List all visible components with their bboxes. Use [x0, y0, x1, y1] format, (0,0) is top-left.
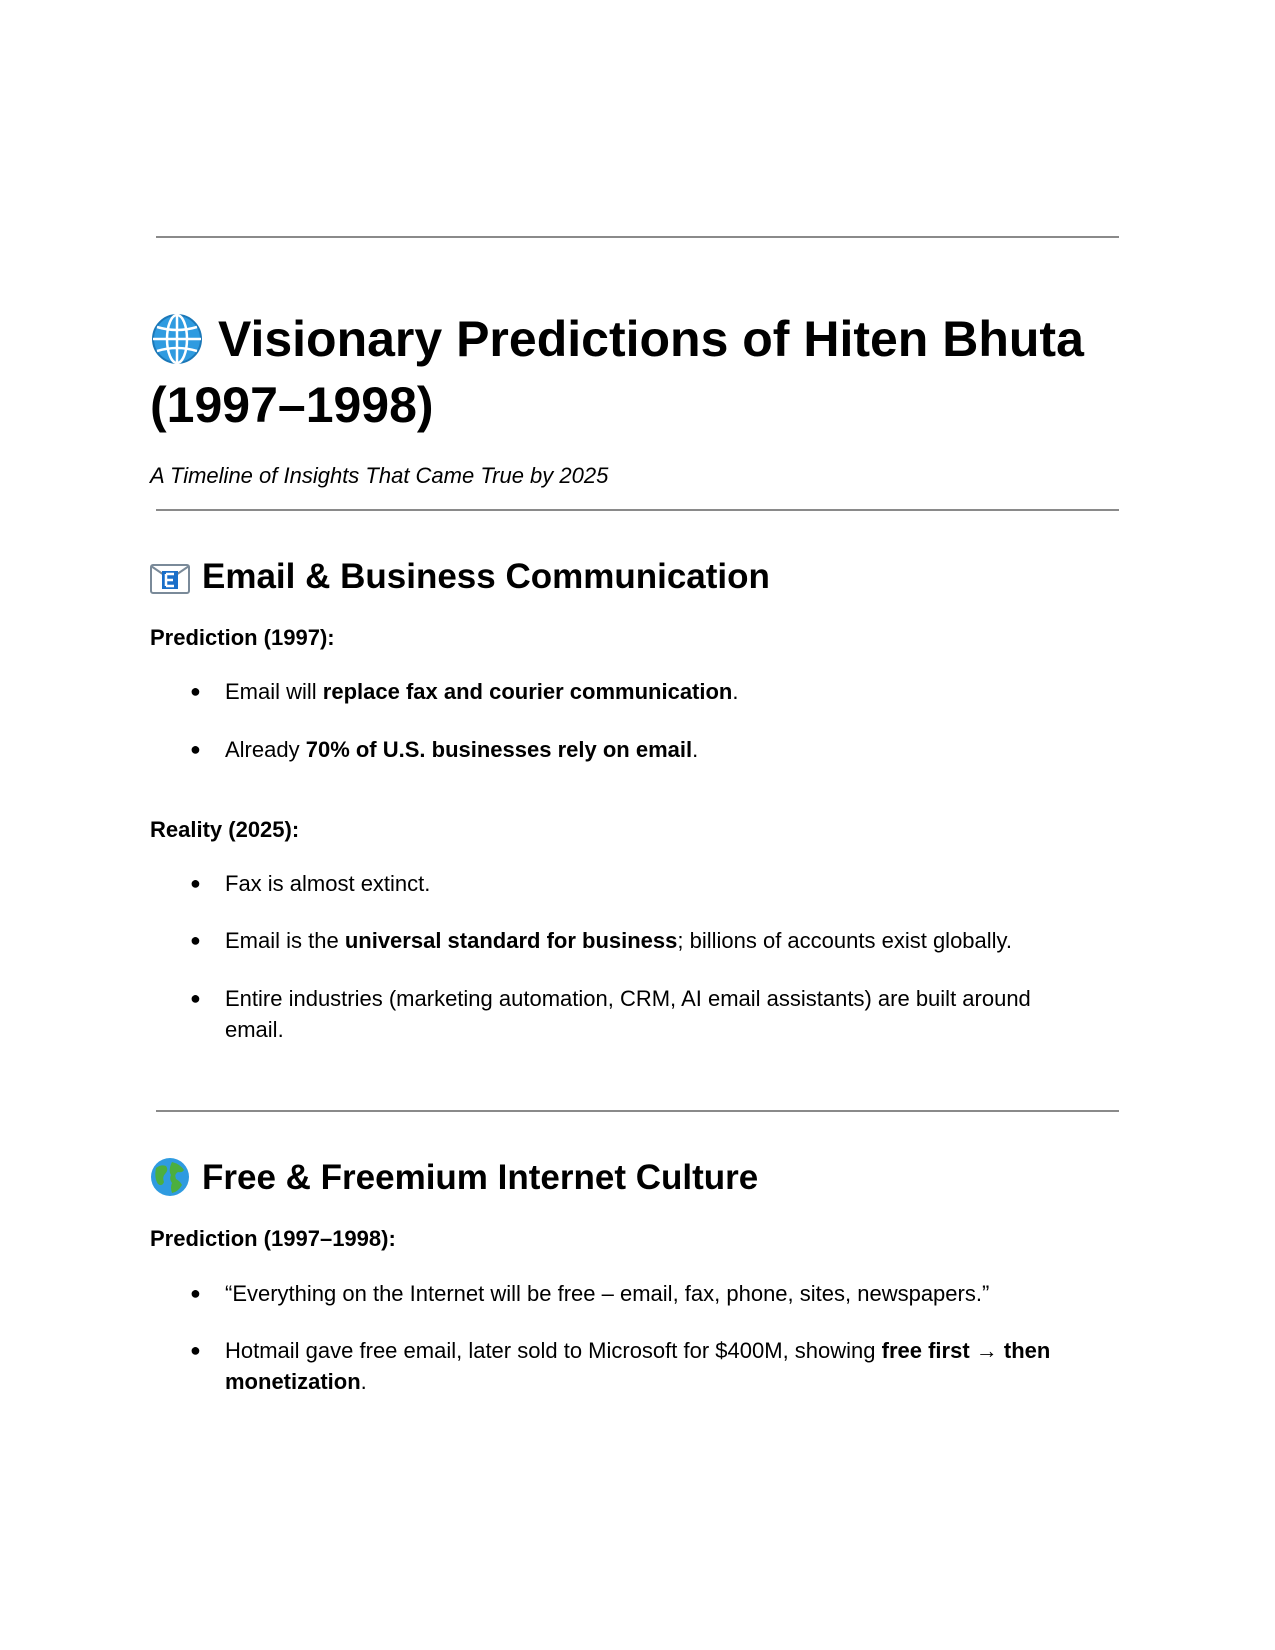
bullet-icon: ● — [190, 681, 201, 701]
section-heading-email — [150, 555, 770, 599]
item-bold-text: 70% of U.S. businesses rely on email — [305, 737, 693, 762]
section-heading-free-internet — [150, 1156, 758, 1200]
reality-label: Reality (2025): — [150, 817, 300, 842]
list-item — [190, 1335, 1090, 1397]
section-heading-text: Free & Freemium Internet Culture — [202, 1158, 759, 1197]
item-text: Email is the — [225, 928, 345, 953]
list-item — [190, 734, 1090, 765]
bullet-icon: ● — [190, 873, 201, 893]
item-text: Entire industries (marketing automation, CRM, AI email assistants) are built around email. — [225, 986, 1031, 1042]
list-item — [190, 868, 1090, 899]
bullet-icon: ● — [190, 739, 201, 759]
page-title — [150, 306, 1130, 438]
item-text: . — [732, 679, 739, 704]
item-bold-text: replace fax and courier communication — [322, 679, 733, 704]
page-subtitle: A Timeline of Insights That Came True by 2025 — [150, 463, 609, 488]
list-item — [190, 983, 1090, 1045]
page-title-text: Visionary Predictions of Hiten Bhuta (1997–1998) — [150, 311, 1084, 433]
item-text: ; billions of accounts exist globally. — [677, 928, 1013, 953]
section-heading-text: Email & Business Communication — [202, 557, 770, 596]
item-bold-text: universal standard for business — [344, 928, 678, 953]
horizontal-rule — [156, 509, 1119, 511]
horizontal-rule — [156, 236, 1119, 238]
item-text: Email will — [225, 679, 323, 704]
item-text: Fax is almost extinct. — [225, 871, 431, 896]
list-item — [190, 676, 1090, 707]
item-text: “Everything on the Internet will be free – email, fax, phone, sites, newspapers.” — [225, 1281, 990, 1306]
email-icon — [150, 561, 190, 591]
bullet-icon: ● — [190, 1340, 201, 1360]
horizontal-rule — [156, 1110, 1119, 1112]
globe-icon — [150, 312, 204, 366]
prediction-label: Prediction (1997–1998): — [150, 1226, 396, 1251]
bullet-icon: ● — [190, 1283, 201, 1303]
item-text: Already — [225, 737, 306, 762]
item-text: . — [360, 1369, 367, 1394]
list-item — [190, 925, 1090, 956]
list-item — [190, 1278, 1090, 1309]
bullet-icon: ● — [190, 930, 201, 950]
earth-globe-icon — [150, 1157, 190, 1197]
item-text: . — [692, 737, 699, 762]
item-text: Hotmail gave free email, later sold to Microsoft for $400M, showing — [225, 1338, 882, 1363]
bullet-icon: ● — [190, 988, 201, 1008]
item-bold-text: free first → then monetization — [225, 1338, 1051, 1394]
prediction-label: Prediction (1997): — [150, 625, 335, 650]
